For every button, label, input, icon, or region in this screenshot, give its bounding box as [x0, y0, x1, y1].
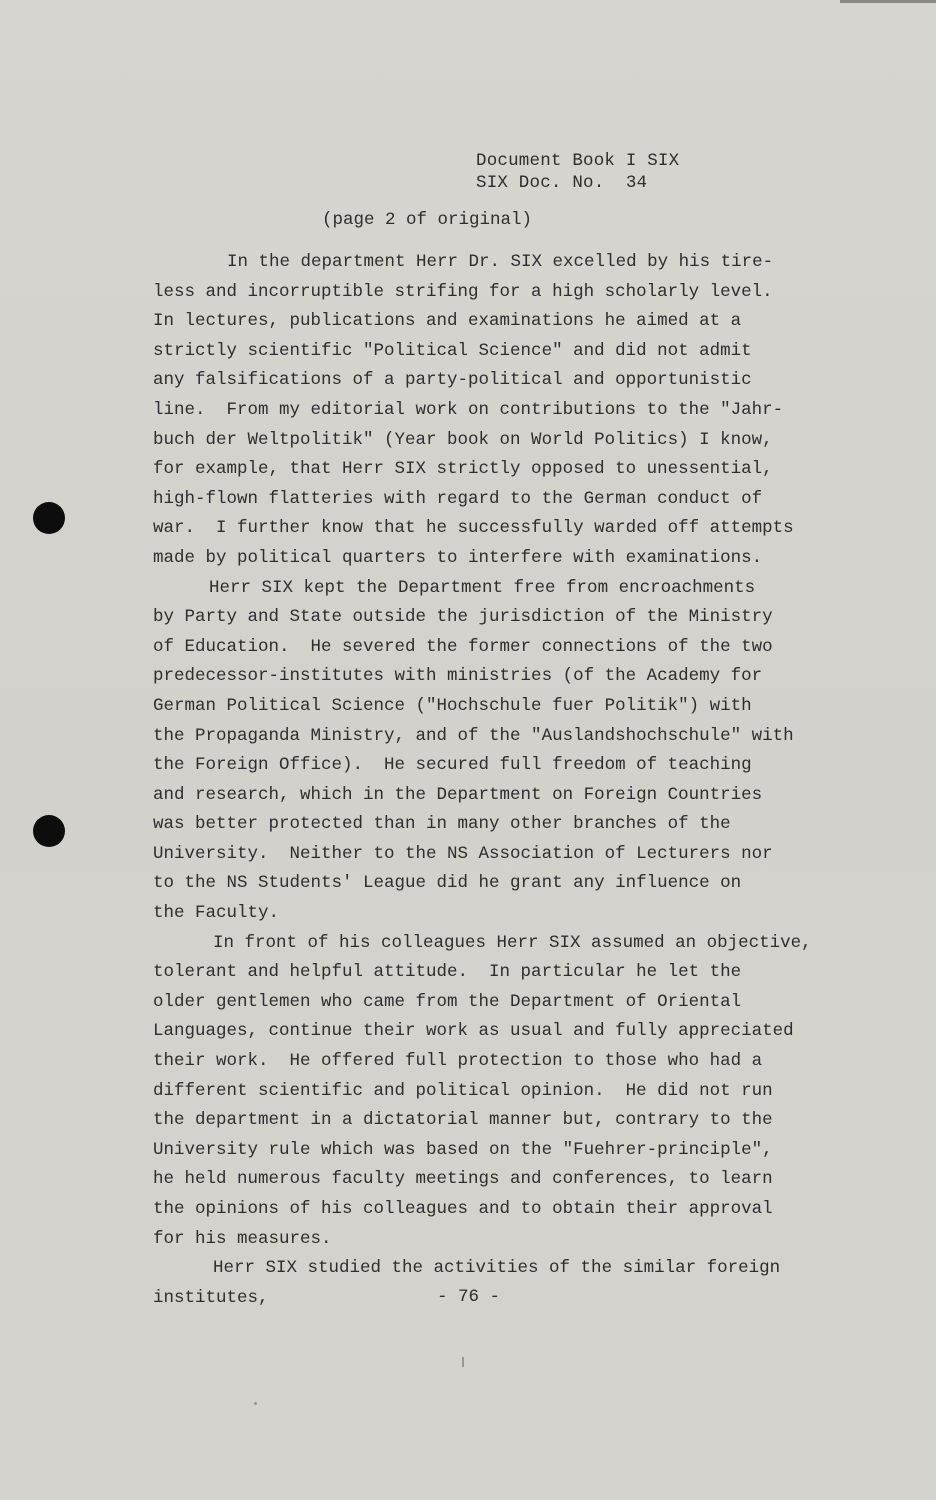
text-line: tolerant and helpful attitude. In particular he let the — [153, 962, 742, 983]
text-line: the Faculty. — [153, 903, 280, 924]
text-line: less and incorruptible strifing for a high scholarly level. — [153, 281, 773, 302]
text-line: In lectures, publications and examinations he aimed at a — [153, 311, 742, 332]
page-of-original-note: (page 2 of original) — [322, 210, 533, 230]
text-line: In front of his colleagues Herr SIX assumed an objective, — [213, 932, 812, 953]
paper-speck — [254, 1402, 257, 1405]
text-line: Languages, continue their work as usual and fully appreciated — [153, 1021, 794, 1042]
document-book-title: Document Book I SIX — [476, 151, 680, 171]
text-line: made by political quarters to interfere with examinations. — [153, 547, 763, 568]
text-line: strictly scientific "Political Science" and did not admit — [153, 340, 752, 361]
text-line: Herr SIX studied the activities of the similar foreign — [213, 1258, 781, 1279]
text-line: line. From my editorial work on contributions to the "Jahr- — [153, 399, 784, 420]
text-line: their work. He offered full protection to those who had a — [153, 1051, 763, 1072]
punch-hole — [33, 502, 65, 534]
text-line: In the department Herr Dr. SIX excelled by his tire- — [227, 252, 774, 272]
text-line: University. Neither to the NS Association of Lecturers nor — [153, 843, 773, 864]
text-line: German Political Science ("Hochschule fuer Politik") with — [153, 695, 752, 716]
text-line: for example, that Herr SIX strictly opposed to unessential, — [153, 459, 773, 480]
page-number: - 76 - — [437, 1287, 501, 1307]
text-line: to the NS Students' League did he grant any influence on — [153, 873, 742, 894]
text-line: any falsifications of a party-political and opportunistic — [153, 370, 752, 391]
text-line: buch der Weltpolitik" (Year book on World Politics) I know, — [153, 429, 773, 450]
text-line: older gentlemen who came from the Department of Oriental — [153, 991, 742, 1012]
document-number: SIX Doc. No. 34 — [476, 173, 648, 193]
punch-hole — [33, 815, 65, 847]
text-line: war. I further know that he successfully warded off attempts — [153, 518, 794, 539]
text-line: Herr SIX kept the Department free from encroachments — [209, 577, 756, 598]
text-line: by Party and State outside the jurisdiction of the Ministry — [153, 607, 773, 628]
text-line: he held numerous faculty meetings and conferences, to learn — [153, 1169, 773, 1190]
text-line: and research, which in the Department on Foreign Countries — [153, 784, 763, 805]
text-line: was better protected than in many other branches of the — [153, 814, 731, 835]
text-line: for his measures. — [153, 1228, 332, 1249]
text-line: of Education. He severed the former connections of the two — [153, 636, 773, 657]
paper-speck — [462, 1357, 464, 1367]
text-line: the opinions of his colleagues and to obtain their approval — [153, 1199, 773, 1219]
text-line: high-flown flatteries with regard to the German conduct of — [153, 488, 763, 509]
text-line: the Foreign Office). He secured full freedom of teaching — [153, 755, 752, 776]
text-line: the department in a dictatorial manner but, contrary to the — [153, 1110, 773, 1131]
text-line: the Propaganda Ministry, and of the "Auslandshochschule" with — [153, 725, 794, 746]
text-line: institutes, — [153, 1287, 269, 1308]
paper-edge-mark — [840, 0, 936, 3]
text-line: different scientific and political opinion. He did not run — [153, 1080, 773, 1101]
text-line: University rule which was based on the "Fuehrer-principle", — [153, 1139, 773, 1160]
document-body — [153, 248, 893, 1313]
text-line: predecessor-institutes with ministries (of the Academy for — [153, 666, 763, 687]
